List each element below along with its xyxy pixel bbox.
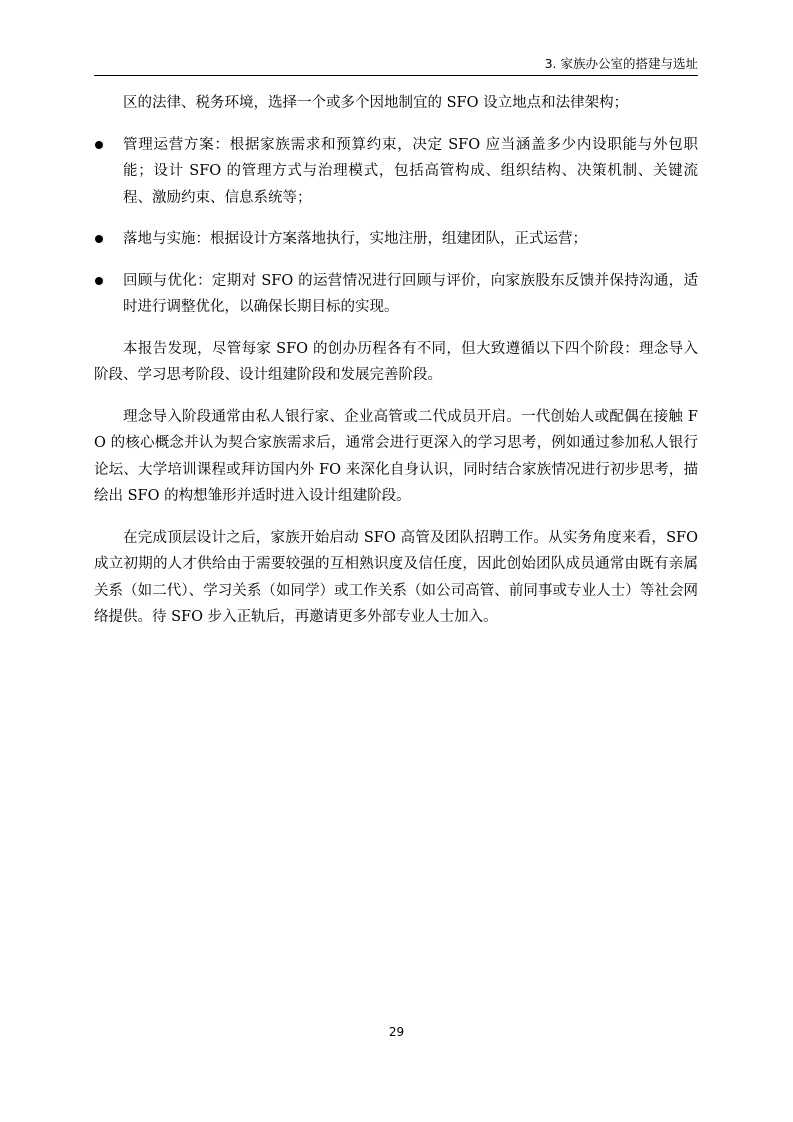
bullet-dot-icon — [95, 277, 103, 285]
section-title: 3. 家族办公室的搭建与选址 — [544, 56, 698, 71]
bullet-text: 回顾与优化：定期对 SFO 的运营情况进行回顾与评价，向家族股东反馈并保持沟通，适时进行调整优化，以确保长期目标的实现。 — [123, 272, 698, 315]
page-number: 29 — [388, 1025, 405, 1039]
bullet-item-management-plan — [94, 132, 698, 212]
bullet-item-implementation — [94, 226, 698, 253]
bullet-dot-icon — [95, 235, 103, 243]
paragraph-concept-stage: 理念导入阶段通常由私人银行家、企业高管或二代成员开启。一代创始人或配偶在接触 FO 的核心概念并认为契合家族需求后，通常会进行更深入的学习思考，例如通过参加私人银行论坛、大学培训课程或拜访国内外 FO 来深化自身认识，同时结合家族情况进行初步思考，描绘出 SFO 的构想雏形并适时进入设计组建阶段。 — [94, 408, 698, 504]
bullet-list — [94, 132, 698, 321]
page-body — [94, 90, 698, 646]
running-header — [94, 55, 698, 76]
bullet-text: 落地与实施：根据设计方案落地执行，实地注册，组建团队，正式运营； — [123, 231, 587, 247]
bullet-text: 管理运营方案：根据家族需求和预算约束，决定 SFO 应当涵盖多少内设职能与外包职能；设计 SFO 的管理方式与治理模式，包括高管构成、组织结构、决策机制、关键流程、激励约束、信息系统等； — [123, 136, 698, 206]
continuation-fragment: 区的法律、税务环境，选择一个或多个因地制宜的 SFO 设立地点和法律架构； — [123, 95, 629, 111]
paragraph-four-stages: 本报告发现，尽管每家 SFO 的创办历程各有不同，但大致遵循以下四个阶段：理念导入阶段、学习思考阶段、设计组建阶段和发展完善阶段。 — [94, 340, 698, 383]
bullet-item-review — [94, 268, 698, 321]
paragraph-team-recruitment: 在完成顶层设计之后，家族开始启动 SFO 高管及团队招聘工作。从实务角度来看，SFO 成立初期的人才供给由于需要较强的互相熟识度及信任度，因此创始团队成员通常由既有亲属关系（如二代）、学习关系（如同学）或工作关系（如公司高管、前同事或专业人士）等社会网络提供。待 SFO 步入正轨后，再邀请更多外部专业人士加入。 — [94, 529, 698, 625]
bullet-dot-icon — [95, 141, 103, 149]
